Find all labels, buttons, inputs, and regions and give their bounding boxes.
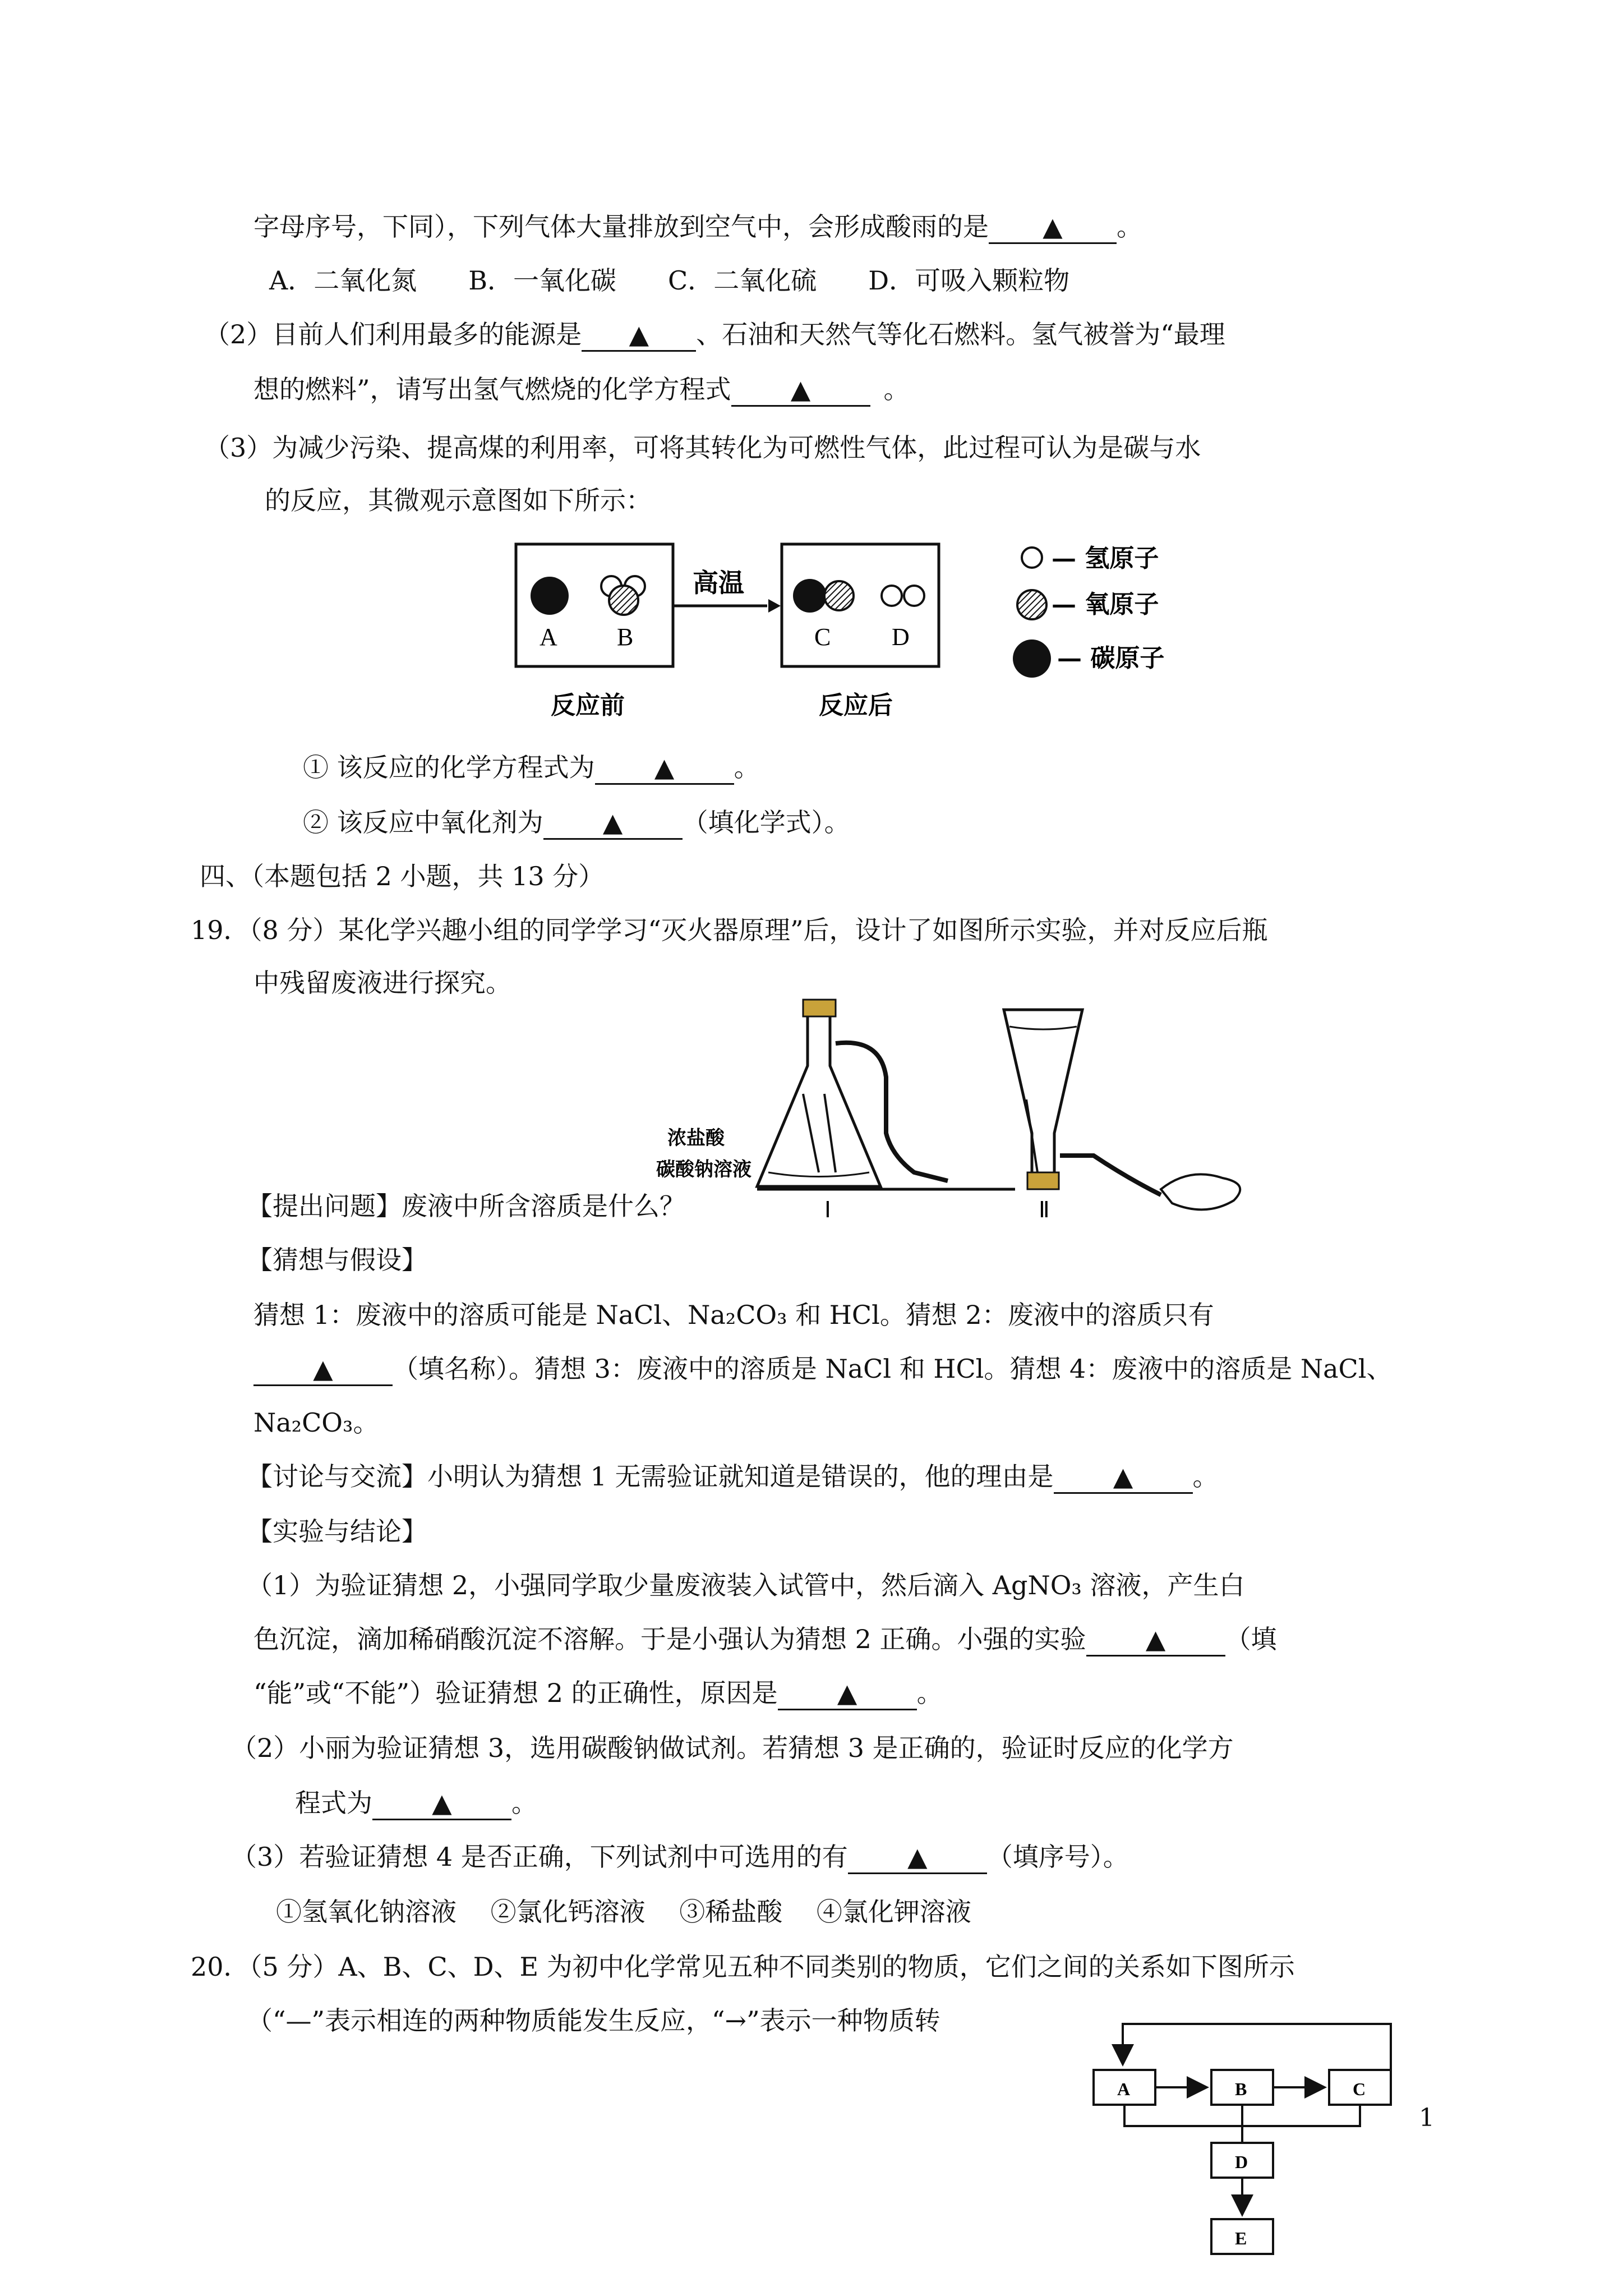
carbon-atom — [793, 579, 827, 613]
q19-intro2: 中残留废液进行探究。 — [253, 968, 511, 998]
hydrogen-atom — [882, 586, 902, 606]
q19-hypo1: 猜想 1：废液中的溶质可能是 NaCl、Na₂CO₃ 和 HCl。猜想 2：废液中的溶质只有 — [253, 1300, 1214, 1330]
q19-hypo2: ▲ （填名称）。猜想 3：废液中的溶质是 NaCl 和 HCl。猜想 4：废液中的溶质是 NaCl、 — [253, 1352, 1392, 1386]
answer-blank[interactable]: ▲ — [582, 319, 696, 352]
q18-line1: 字母序号，下同），下列气体大量排放到空气中，会形成酸雨的是 ▲ 。 — [253, 210, 1142, 244]
side-tube — [836, 1043, 948, 1181]
q19-e3-options: ①氢氧化钠溶液 ②氯化钙溶液 ③稀盐酸 ④氯化钾溶液 — [276, 1897, 971, 1927]
legend-oxygen-icon — [1017, 590, 1046, 619]
hydrogen-atom — [904, 586, 924, 606]
q19-e2a: （2）小丽为验证猜想 3，选用碳酸钠做试剂。若猜想 3 是正确的，验证时反应的化学方 — [231, 1733, 1234, 1763]
q19-e3: （3）若验证猜想 4 是否正确，下列试剂中可选用的有 ▲ （填序号）。 — [231, 1840, 1129, 1874]
label-b: B — [617, 623, 634, 651]
q19-question: 【提出问题】废液中所含溶质是什么？ — [247, 1191, 685, 1221]
legend-hydrogen-icon — [1022, 547, 1042, 568]
after-label: 反应后 — [819, 691, 893, 720]
q19-intro1: 19．（8 分）某化学兴趣小组的同学学习“灭火器原理”后，设计了如图所示实验，并对反应后瓶 — [191, 915, 1268, 945]
q20-line1: 20．（5 分）A、B、C、D、E 为初中化学常见五种不同类别的物质，它们之间的关系如下图所示 — [191, 1952, 1295, 1982]
label-conc-hcl: 浓盐酸 — [667, 1127, 725, 1149]
q18-p2: （2）目前人们利用最多的能源是 ▲ 、石油和天然气等化石燃料。氢气被誉为“最理 — [204, 318, 1225, 352]
flask-i — [757, 1004, 880, 1186]
box-a-label: A — [1117, 2079, 1131, 2099]
q19-e1a: （1）为验证猜想 2，小强同学取少量废液装入试管中，然后滴入 AgNO₃ 溶液，产生白 — [247, 1570, 1245, 1600]
reaction-diagram — [505, 533, 1234, 735]
oxygen-atom — [609, 586, 638, 615]
label-i: Ⅰ — [824, 1197, 831, 1222]
arrow-label: 高温 — [693, 568, 744, 598]
q18-p3b: 的反应，其微观示意图如下所示： — [265, 485, 652, 516]
q19-discuss: 【讨论与交流】小明认为猜想 1 无需验证就知道是错误的，他的理由是 ▲ 。 — [247, 1460, 1219, 1494]
box-d-label: D — [1235, 2152, 1248, 2172]
legend-hydrogen: — 氢原子 — [1052, 544, 1159, 573]
answer-blank[interactable]: ▲ — [731, 374, 870, 407]
label-d: D — [892, 623, 910, 651]
before-label: 反应前 — [551, 691, 625, 720]
answer-blank[interactable]: ▲ — [778, 1677, 917, 1710]
answer-blank[interactable]: ▲ — [372, 1787, 511, 1820]
answer-blank[interactable]: ▲ — [543, 807, 683, 840]
box-b-label: B — [1235, 2079, 1247, 2099]
page-number: 1 — [1419, 2104, 1435, 2132]
answer-blank[interactable]: ▲ — [848, 1841, 987, 1874]
answer-blank[interactable]: ▲ — [989, 211, 1117, 244]
answer-blank[interactable]: ▲ — [253, 1353, 393, 1386]
q19-exp-head: 【实验与结论】 — [247, 1516, 427, 1547]
legend-carbon-icon — [1013, 639, 1051, 678]
section-heading: 四、（本题包括 2 小题，共 13 分） — [200, 861, 605, 891]
q18-s2: ② 该反应中氧化剂为 ▲ （填化学式）。 — [303, 806, 850, 840]
answer-blank[interactable]: ▲ — [595, 752, 734, 785]
q18-options: A．二氧化氮 B．一氧化碳 C．二氧化硫 D．可吸入颗粒物 — [269, 265, 1070, 296]
q18-p3: （3）为减少污染、提高煤的利用率，可将其转化为可燃性气体，此过程可认为是碳与水 — [204, 432, 1201, 463]
q19-e1b: 色沉淀，滴加稀硝酸沉淀不溶解。于是小强认为猜想 2 正确。小强的实验 ▲ （填 — [253, 1622, 1277, 1657]
q19-e2b: 程式为 ▲ 。 — [295, 1786, 537, 1820]
relation-diagram — [1088, 2008, 1436, 2289]
foam-spray — [1161, 1174, 1240, 1209]
stopper — [803, 1000, 836, 1016]
box-e-label: E — [1235, 2228, 1247, 2248]
q18-p2b: 想的燃料”，请写出氢气燃烧的化学方程式 ▲ 。 — [253, 372, 910, 407]
q19-e1c: “能”或“不能”）验证猜想 2 的正确性，原因是 ▲ 。 — [253, 1676, 943, 1710]
label-c: C — [814, 623, 831, 651]
answer-blank[interactable]: ▲ — [1054, 1461, 1193, 1494]
carbon-atom — [531, 577, 569, 615]
legend-oxygen: — 氧原子 — [1052, 590, 1159, 619]
label-na2co3: 碳酸钠溶液 — [656, 1158, 751, 1181]
flask-ii — [1004, 1010, 1082, 1178]
oxygen-atom — [824, 581, 854, 610]
label-ii: Ⅱ — [1039, 1197, 1050, 1222]
q19-hypo3: Na₂CO₃。 — [253, 1407, 379, 1438]
q20-line2: （“—”表示相连的两种物质能发生反应，“→”表示一种物质转 — [247, 2005, 940, 2036]
q19-hypo-head: 【猜想与假设】 — [247, 1245, 427, 1275]
legend-carbon: — 碳原子 — [1057, 644, 1165, 673]
box-c-label: C — [1353, 2079, 1366, 2099]
experiment-figure — [656, 987, 1262, 1240]
answer-blank[interactable]: ▲ — [1086, 1623, 1225, 1657]
label-a: A — [540, 623, 557, 651]
q18-s1: ① 该反应的化学方程式为 ▲ 。 — [303, 751, 760, 785]
